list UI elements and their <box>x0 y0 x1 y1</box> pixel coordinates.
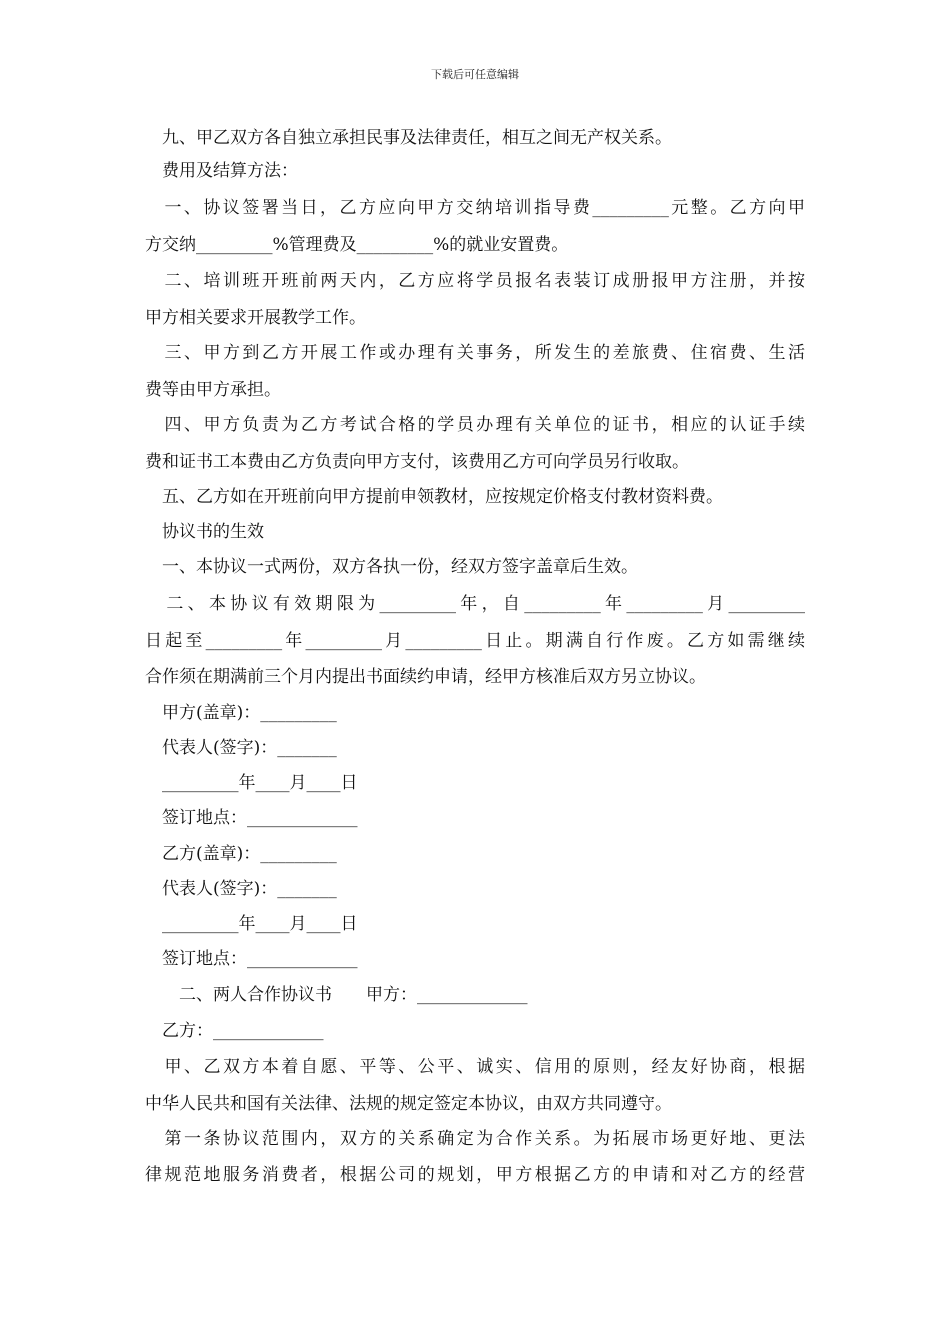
text-line: 签订地点：_____________ <box>145 808 358 828</box>
text-line: 签订地点：_____________ <box>145 949 358 969</box>
text-line: 甲方相关要求开展教学工作。 <box>145 308 366 328</box>
text-line: 乙方(盖章)：_________ <box>145 844 337 864</box>
text-line: 一、协议签署当日，乙方应向甲方交纳培训指导费_________元整。乙方向甲 <box>145 198 805 218</box>
text-line: 二、培训班开班前两天内，乙方应将学员报名表装订成册报甲方注册，并按 <box>145 271 805 291</box>
text-line: 四、甲方负责为乙方考试合格的学员办理有关单位的证书，相应的认证手续 <box>145 415 805 435</box>
page-header: 下载后可任意编辑 <box>431 68 519 81</box>
text-line: 合作须在期满前三个月内提出书面续约申请，经甲方核准后双方另立协议。 <box>145 667 706 687</box>
text-line: 三、甲方到乙方开展工作或办理有关事务，所发生的差旅费、住宿费、生活 <box>145 343 805 363</box>
text-line: _________年____月____日 <box>145 914 358 934</box>
text-line: 费用及结算方法： <box>145 161 298 181</box>
text-line: 第一条协议范围内，双方的关系确定为合作关系。为拓展市场更好地、更法 <box>145 1129 805 1149</box>
text-line: 中华人民共和国有关法律、法规的规定签定本协议，由双方共同遵守。 <box>145 1094 672 1114</box>
text-line: 五、乙方如在开班前向甲方提前申领教材，应按规定价格支付教材资料费。 <box>145 487 723 507</box>
text-line: 代表人(签字)：_______ <box>145 738 337 758</box>
text-line: 甲方(盖章)：_________ <box>145 703 337 723</box>
text-line: 费和证书工本费由乙方负责向甲方支付，该费用乙方可向学员另行收取。 <box>145 452 689 472</box>
text-line: 二、本协议有效期限为_________年，自_________年_________月_________ <box>145 594 805 614</box>
text-line: 协议书的生效 <box>145 522 264 542</box>
text-line: 乙方：_____________ <box>145 1021 324 1041</box>
text-line: 九、甲乙双方各自独立承担民事及法律责任，相互之间无产权关系。 <box>145 128 672 148</box>
text-line: 日起至_________年_________月_________日止。期满自行作废。乙方如需继续 <box>145 631 805 651</box>
text-line: 二、两人合作协议书 甲方：_____________ <box>145 985 528 1005</box>
text-line: 代表人(签字)：_______ <box>145 879 337 899</box>
text-line: 方交纳_________%管理费及_________%的就业安置费。 <box>145 235 569 255</box>
text-line: 律规范地服务消费者，根据公司的规划，甲方根据乙方的申请和对乙方的经营 <box>145 1165 805 1185</box>
text-line: _________年____月____日 <box>145 773 358 793</box>
text-line: 甲、乙双方本着自愿、平等、公平、诚实、信用的原则，经友好协商，根据 <box>145 1057 805 1077</box>
text-line: 费等由甲方承担。 <box>145 380 281 400</box>
text-line: 一、本协议一式两份，双方各执一份，经双方签字盖章后生效。 <box>145 557 638 577</box>
